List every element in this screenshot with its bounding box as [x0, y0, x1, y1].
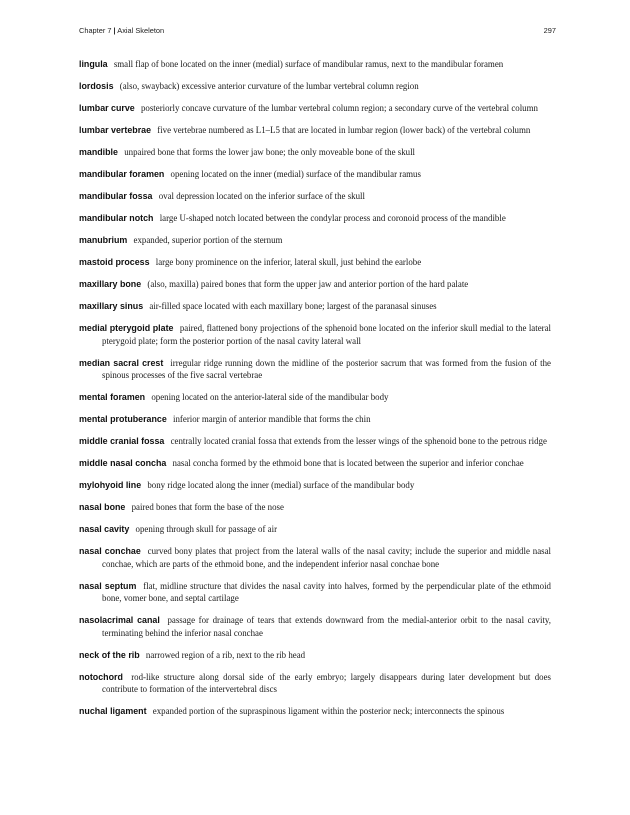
glossary-definition: five vertebrae numbered as L1–L5 that are located in lumbar region (lower back) of the vertebral column: [157, 125, 531, 135]
glossary-definition: centrally located cranial fossa that extends from the lesser wings of the sphenoid bone to the petrous ridge: [170, 436, 547, 446]
glossary-term: middle nasal concha: [79, 458, 167, 468]
glossary-term: median sacral crest: [79, 357, 164, 368]
glossary-definition: passage for drainage of tears that extends downward from the medial-anterior orbit to the nasal cavity, terminating behind the inferior nasal conchae: [102, 615, 551, 638]
glossary-entry: [79, 234, 551, 247]
glossary-definition: opening through skull for passage of air: [135, 524, 278, 534]
glossary-definition: opening located on the inner (medial) surface of the mandibular ramus: [170, 169, 421, 179]
glossary-term: mental foramen: [79, 392, 146, 402]
chapter-title: Axial Skeleton: [117, 26, 165, 35]
glossary-term: mandibular foramen: [79, 169, 165, 179]
glossary-term: medial pterygoid plate: [79, 323, 174, 333]
glossary-term: maxillary sinus: [79, 301, 144, 311]
glossary-term: lingula: [79, 59, 108, 69]
glossary-term: lumbar vertebrae: [79, 125, 152, 135]
glossary-definition: posteriorly concave curvature of the lumbar vertebral column region; a secondary curve of the vertebral column: [140, 103, 538, 113]
glossary-term: lumbar curve: [79, 103, 135, 113]
glossary-definition: narrowed region of a rib, next to the rib head: [145, 649, 306, 660]
glossary-definition: bony ridge located along the inner (medial) surface of the mandibular body: [147, 480, 415, 490]
glossary-entry: [79, 671, 551, 696]
glossary-definition: paired, flattened bony projections of the sphenoid bone located on the inferior skull medial to the lateral pterygoid plate; form the posterior portion of the nasal cavity lateral wall: [102, 323, 552, 346]
glossary-definition: paired bones that form the base of the nose: [131, 502, 284, 512]
glossary-definition: large U-shaped notch located between the condylar process and coronoid process of the mandible: [159, 213, 506, 223]
running-head: [79, 26, 164, 35]
glossary-definition: irregular ridge running down the midline of the posterior sacrum that was formed from the fusion of the spinous processes of the five sacral vertebrae: [102, 357, 551, 380]
glossary-entry: [79, 435, 551, 448]
chapter-label: Chapter 7: [79, 26, 112, 35]
glossary-entry: [79, 256, 551, 269]
glossary-entry: [79, 80, 551, 93]
glossary-entry: [79, 413, 551, 426]
glossary-entry: [79, 523, 551, 536]
glossary-definition: small flap of bone located on the inner (medial) surface of mandibular ramus, next to the mandibular foramen: [113, 59, 504, 69]
glossary-definition: large bony prominence on the inferior, lateral skull, just behind the earlobe: [155, 257, 422, 267]
glossary-entry: [79, 102, 551, 115]
glossary-term: notochord: [79, 671, 123, 682]
glossary-term: nasal septum: [79, 580, 137, 591]
glossary-term: maxillary bone: [79, 279, 142, 289]
glossary-term: middle cranial fossa: [79, 436, 165, 446]
glossary-definition: (also, swayback) excessive anterior curvature of the lumbar vertebral column region: [119, 81, 419, 91]
glossary-definition: air-filled space located with each maxillary bone; largest of the paranasal sinuses: [149, 301, 437, 311]
glossary-definition: (also, maxilla) paired bones that form the upper jaw and anterior portion of the hard palate: [147, 279, 469, 289]
glossary-entry: [79, 357, 551, 382]
glossary-term: lordosis: [79, 81, 114, 91]
glossary-entry: [79, 580, 551, 605]
page-header: [79, 26, 556, 35]
glossary-entry: [79, 124, 551, 137]
glossary-entry: [79, 278, 551, 291]
glossary-definition: expanded portion of the supraspinous ligament within the posterior neck; interconnects the spinous: [152, 706, 505, 716]
glossary-entry: [79, 391, 551, 404]
glossary-entry: [79, 58, 551, 71]
glossary-entry: [79, 212, 551, 225]
glossary-definition: opening located on the anterior-lateral side of the mandibular body: [151, 392, 389, 402]
glossary-term: mandibular notch: [79, 213, 154, 223]
page-number: 297: [543, 26, 556, 35]
glossary-definition: unpaired bone that forms the lower jaw bone; the only moveable bone of the skull: [124, 147, 416, 157]
glossary-entry: [79, 705, 551, 718]
glossary-entry: [79, 322, 551, 347]
glossary-definition: flat, midline structure that divides the nasal cavity into halves, formed by the perpendicular plate of the ethmoid bone, vomer bone, and septal cartilage: [102, 580, 551, 603]
glossary-entry: [79, 190, 551, 203]
glossary-list: [79, 58, 551, 727]
glossary-definition: curved bony plates that project from the lateral walls of the nasal cavity; include the superior and middle nasal conchae, which are parts of the ethmoid bone, and the independent inferior nasal conchae bone: [102, 546, 551, 569]
glossary-term: mental protuberance: [79, 414, 167, 424]
glossary-entry: [79, 649, 551, 662]
header-separator: |: [113, 26, 116, 35]
glossary-entry: [79, 501, 551, 514]
glossary-entry: [79, 479, 551, 492]
glossary-term: neck of the rib: [79, 649, 140, 660]
glossary-definition: expanded, superior portion of the sternum: [133, 235, 283, 245]
glossary-entry: [79, 300, 551, 313]
glossary-term: nasal conchae: [79, 546, 141, 556]
glossary-entry: [79, 146, 551, 159]
glossary-term: nasal cavity: [79, 524, 130, 534]
glossary-entry: [79, 614, 551, 639]
glossary-definition: oval depression located on the inferior surface of the skull: [158, 191, 365, 201]
glossary-entry: [79, 168, 551, 181]
glossary-term: mandible: [79, 147, 118, 157]
glossary-term: nasal bone: [79, 502, 126, 512]
glossary-term: nuchal ligament: [79, 706, 147, 716]
glossary-definition: nasal concha formed by the ethmoid bone that is located between the superior and inferior conchae: [172, 458, 524, 468]
glossary-term: manubrium: [79, 235, 128, 245]
glossary-term: mandibular fossa: [79, 191, 153, 201]
glossary-entry: [79, 545, 551, 570]
glossary-term: mylohyoid line: [79, 480, 142, 490]
glossary-term: nasolacrimal canal: [79, 615, 160, 625]
glossary-entry: [79, 457, 551, 470]
glossary-definition: rod-like structure along dorsal side of the early embryo; largely disappears during later development but does contribute to formation of the intervertebral discs: [102, 671, 552, 694]
glossary-definition: inferior margin of anterior mandible that forms the chin: [173, 414, 371, 424]
glossary-term: mastoid process: [79, 257, 150, 267]
